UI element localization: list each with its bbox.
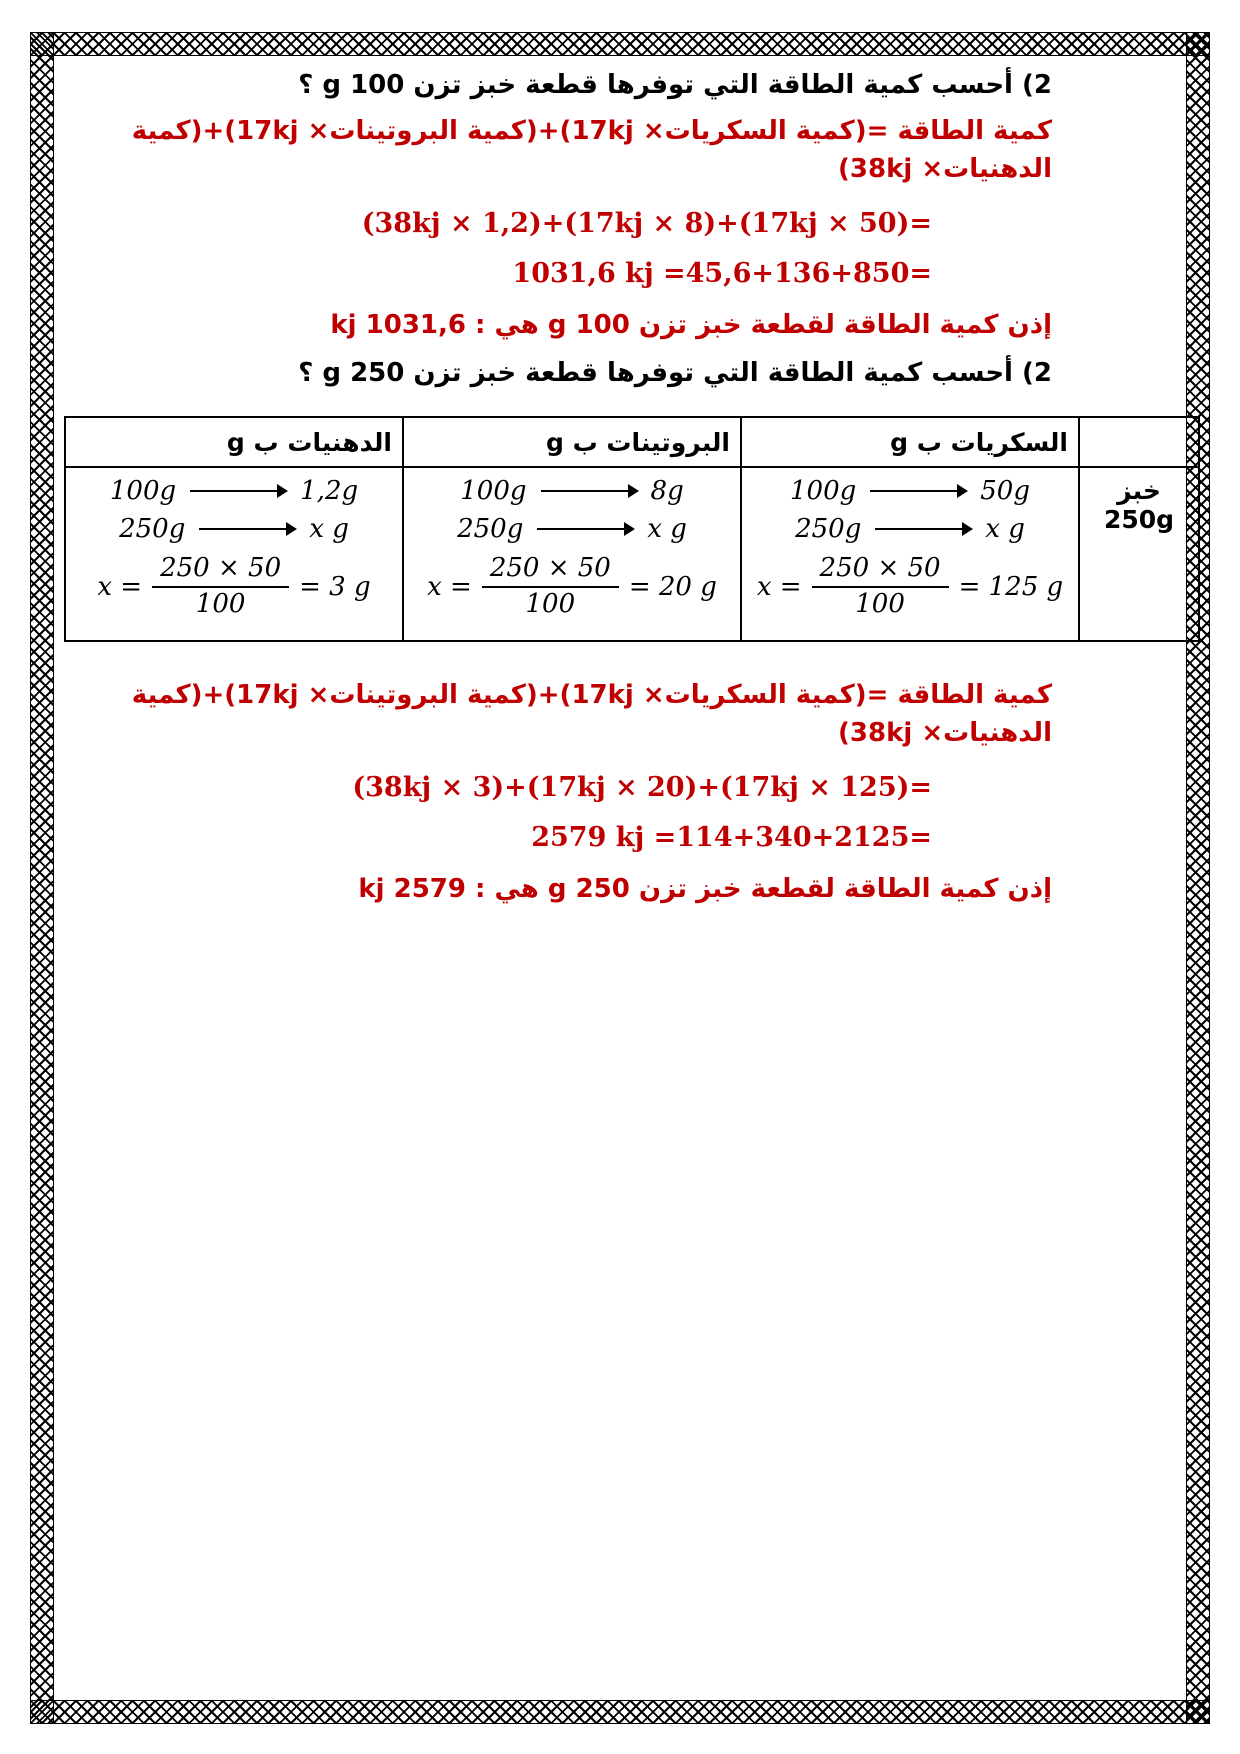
lhs: x = xyxy=(756,571,802,602)
conclusion-2: إذن كمية الطاقة لقطعة خبز تزن 250 g هي : 2579 kj xyxy=(358,874,1052,904)
map-row xyxy=(110,476,358,506)
denominator: 100 xyxy=(195,588,246,619)
bread-header-cell xyxy=(1079,417,1199,467)
result: = 125 g xyxy=(958,571,1064,602)
fats-cell xyxy=(65,467,403,641)
fats-proportion xyxy=(70,476,398,620)
substitution-2: (38kj × 3)+(17kj × 20)+(17kj × 125)= xyxy=(352,772,932,803)
col-header-proteins: البروتينات ب g xyxy=(403,417,741,467)
result: = 20 g xyxy=(628,571,717,602)
denominator: 100 xyxy=(525,588,576,619)
numerator: 250 × 50 xyxy=(482,554,619,588)
right-arrow-icon xyxy=(199,528,295,530)
right-arrow-icon xyxy=(537,528,633,530)
right-arrow-icon xyxy=(870,490,966,492)
bread-label: خبز 250g xyxy=(1079,467,1199,641)
col-header-sugars: السكريات ب g xyxy=(741,417,1079,467)
denominator: 100 xyxy=(855,588,905,619)
proteins-cell xyxy=(403,467,741,641)
to-value: x g xyxy=(985,514,1025,544)
from-value: 100g xyxy=(460,476,527,506)
to-value: 1,2g xyxy=(300,476,359,506)
cross-multiplication xyxy=(97,554,370,620)
cross-multiplication xyxy=(427,554,717,620)
col-header-fats: الدهنيات ب g xyxy=(65,417,403,467)
numerator: 250 × 50 xyxy=(812,554,949,588)
question-1: 2) أحسب كمية الطاقة التي توفرها قطعة خبز تزن 100 g ؟ xyxy=(298,70,1052,100)
page-content xyxy=(64,66,1175,918)
fraction xyxy=(812,554,949,620)
right-arrow-icon xyxy=(875,528,971,530)
proportion-table xyxy=(64,416,1200,642)
fraction xyxy=(152,554,289,620)
to-value: x g xyxy=(647,514,687,544)
table-header-row xyxy=(65,417,1199,467)
cross-multiplication xyxy=(757,554,1063,620)
sum-result-2: 2579 kj =114+340+2125= xyxy=(531,822,932,853)
proteins-proportion xyxy=(408,476,736,620)
from-value: 250g xyxy=(457,514,524,544)
question-2: 2) أحسب كمية الطاقة التي توفرها قطعة خبز تزن 250 g ؟ xyxy=(298,358,1052,388)
to-value: 8g xyxy=(650,476,684,506)
substitution-1: (38kj × 1,2)+(17kj × 8)+(17kj × 50)= xyxy=(361,208,932,239)
decorative-border-right xyxy=(1186,32,1210,1724)
right-arrow-icon xyxy=(190,490,286,492)
numerator: 250 × 50 xyxy=(152,554,289,588)
energy-formula-1: كمية الطاقة =(كمية السكريات× 17kj)+(كمية البروتينات× 17kj)+(كمية الدهنيات× 38kj) xyxy=(131,116,1052,184)
fraction xyxy=(482,554,619,620)
from-value: 100g xyxy=(789,476,857,506)
map-row xyxy=(795,514,1025,544)
decorative-border-left xyxy=(30,32,54,1724)
sum-result-1: 1031,6 kj =45,6+136+850= xyxy=(512,258,932,289)
map-row xyxy=(790,476,1030,506)
from-value: 250g xyxy=(795,514,862,544)
energy-formula-2: كمية الطاقة =(كمية السكريات× 17kj)+(كمية البروتينات× 17kj)+(كمية الدهنيات× 38kj) xyxy=(131,680,1052,748)
conclusion-1: إذن كمية الطاقة لقطعة خبز تزن 100 g هي : 1031,6 kj xyxy=(330,310,1052,340)
sugars-cell xyxy=(741,467,1079,641)
from-value: 250g xyxy=(119,514,186,544)
to-value: 50g xyxy=(980,476,1030,506)
lhs: x = xyxy=(97,571,143,602)
decorative-border-top xyxy=(30,32,1210,56)
result: = 3 g xyxy=(299,571,371,602)
from-value: 100g xyxy=(109,476,177,506)
map-row xyxy=(457,514,687,544)
to-value: x g xyxy=(309,514,349,544)
right-arrow-icon xyxy=(541,490,637,492)
lhs: x = xyxy=(427,571,472,602)
decorative-border-bottom xyxy=(30,1700,1210,1724)
map-row xyxy=(119,514,349,544)
sugars-proportion xyxy=(746,476,1074,620)
map-row xyxy=(460,476,683,506)
table-body-row xyxy=(65,467,1199,641)
